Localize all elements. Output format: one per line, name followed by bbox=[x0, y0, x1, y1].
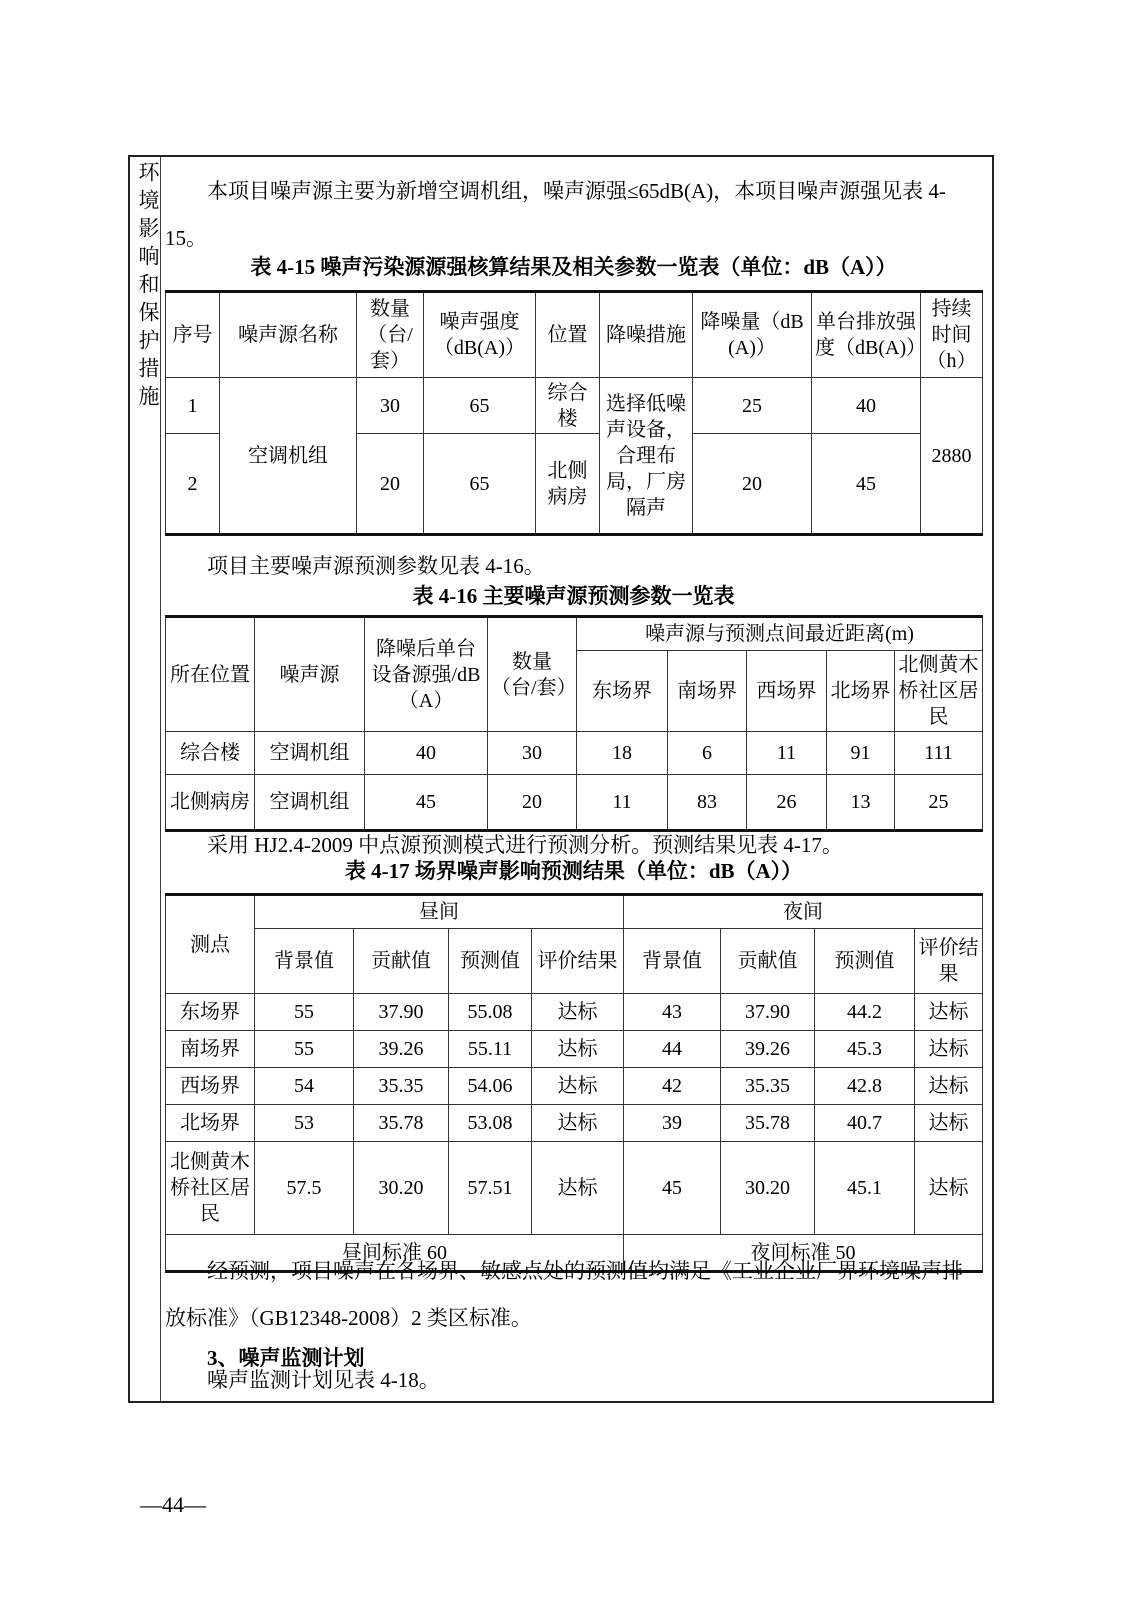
table-row bbox=[166, 732, 983, 775]
table-cell: 40.7 bbox=[815, 1105, 915, 1142]
table-cell: 55.08 bbox=[449, 994, 532, 1031]
table-cell: 达标 bbox=[915, 1142, 983, 1235]
header-cell: 降噪量（dB(A)） bbox=[693, 292, 812, 378]
table-cell: 达标 bbox=[915, 1105, 983, 1142]
page-number: —44— bbox=[140, 1492, 206, 1517]
table-cell: 54 bbox=[255, 1068, 354, 1105]
table-cell: 综合楼 bbox=[166, 732, 255, 775]
header-cell: 所在位置 bbox=[166, 617, 255, 732]
footer-cell-day-standard: 昼间标准 60 bbox=[166, 1235, 624, 1272]
table-cell: 91 bbox=[827, 732, 895, 775]
header-cell: 位置 bbox=[536, 292, 600, 378]
header-cell: 噪声强度（dB(A)） bbox=[424, 292, 536, 378]
table-cell: 达标 bbox=[532, 1031, 624, 1068]
paragraph-prediction-model: 采用 HJ2.4-2009 中点源预测模式进行预测分析。预测结果见表 4-17。 bbox=[207, 833, 843, 857]
table-row bbox=[166, 994, 983, 1031]
paragraph-conclusion: 经预测，项目噪声在各场界、敏感点处的预测值均满足《工业企业厂界环境噪声排放标准》（GB12348-2008）2 类区标准。 bbox=[165, 1259, 963, 1330]
header-cell: 南场界 bbox=[668, 651, 747, 732]
paragraph-noise-source-intro: 本项目噪声源主要为新增空调机组，噪声源强≤65dB(A)，本项目噪声源强见表 4-15。 bbox=[165, 179, 946, 250]
table-cell: 选择低噪声设备，合理布局，厂房隔声 bbox=[600, 378, 693, 535]
table-cell: 42 bbox=[624, 1068, 721, 1105]
table-cell: 11 bbox=[577, 775, 668, 831]
table-cell: 达标 bbox=[915, 1031, 983, 1068]
content-border-box bbox=[128, 155, 994, 1403]
table-cell: 44 bbox=[624, 1031, 721, 1068]
header-cell: 预测值 bbox=[449, 929, 532, 994]
table-cell: 53.08 bbox=[449, 1105, 532, 1142]
header-cell: 持续时间（h） bbox=[921, 292, 983, 378]
table-cell: 45 bbox=[812, 434, 921, 535]
table-cell: 西场界 bbox=[166, 1068, 255, 1105]
header-cell: 数量（台/套） bbox=[357, 292, 424, 378]
table-cell: 北侧黄木桥社区居民 bbox=[166, 1142, 255, 1235]
header-cell: 东场界 bbox=[577, 651, 668, 732]
heading-noise-monitoring-plan: 3、噪声监测计划 bbox=[207, 1346, 365, 1370]
table-4-17-title: 表 4-17 场界噪声影响预测结果（单位：dB（A）） bbox=[344, 859, 803, 883]
table-cell: 65 bbox=[424, 434, 536, 535]
paragraph-see-table-4-16: 项目主要噪声源预测参数见表 4-16。 bbox=[207, 554, 545, 578]
table-cell: 35.35 bbox=[354, 1068, 449, 1105]
table-cell: 30.20 bbox=[354, 1142, 449, 1235]
header-cell: 预测值 bbox=[815, 929, 915, 994]
table-cell: 25 bbox=[693, 378, 812, 434]
header-cell: 噪声源 bbox=[255, 617, 365, 732]
table-cell: 30 bbox=[357, 378, 424, 434]
sidebar-column bbox=[130, 157, 161, 1401]
table-cell: 39.26 bbox=[721, 1031, 815, 1068]
table-4-17 bbox=[165, 893, 983, 1273]
header-cell: 北侧黄木桥社区居民 bbox=[895, 651, 983, 732]
table-row bbox=[166, 1068, 983, 1105]
table-cell: 35.78 bbox=[354, 1105, 449, 1142]
table-4-16 bbox=[165, 615, 983, 832]
header-cell: 西场界 bbox=[747, 651, 827, 732]
header-cell: 评价结果 bbox=[532, 929, 624, 994]
table-cell: 111 bbox=[895, 732, 983, 775]
table-cell: 20 bbox=[693, 434, 812, 535]
table-cell: 65 bbox=[424, 378, 536, 434]
table-cell: 45.3 bbox=[815, 1031, 915, 1068]
table-row bbox=[166, 1142, 983, 1235]
table-cell: 83 bbox=[668, 775, 747, 831]
table-cell: 44.2 bbox=[815, 994, 915, 1031]
table-cell: 1 bbox=[166, 378, 220, 434]
header-cell: 背景值 bbox=[255, 929, 354, 994]
header-cell: 测点 bbox=[166, 895, 255, 994]
header-cell-nighttime: 夜间 bbox=[624, 895, 983, 929]
table-cell: 45 bbox=[365, 775, 488, 831]
table-row bbox=[166, 895, 983, 929]
table-row bbox=[166, 378, 983, 434]
table-cell: 空调机组 bbox=[255, 775, 365, 831]
table-cell: 北侧病房 bbox=[166, 775, 255, 831]
main-content bbox=[161, 157, 992, 1401]
header-cell: 贡献值 bbox=[721, 929, 815, 994]
table-row bbox=[166, 929, 983, 994]
table-cell: 40 bbox=[365, 732, 488, 775]
table-cell: 55.11 bbox=[449, 1031, 532, 1068]
table-cell: 37.90 bbox=[354, 994, 449, 1031]
header-cell: 序号 bbox=[166, 292, 220, 378]
table-cell: 45 bbox=[624, 1142, 721, 1235]
header-cell: 降噪后单台设备源强/dB（A） bbox=[365, 617, 488, 732]
table-cell: 39 bbox=[624, 1105, 721, 1142]
header-cell: 单台排放强度（dB(A)） bbox=[812, 292, 921, 378]
table-cell: 13 bbox=[827, 775, 895, 831]
table-cell: 35.78 bbox=[721, 1105, 815, 1142]
table-cell: 39.26 bbox=[354, 1031, 449, 1068]
table-cell: 43 bbox=[624, 994, 721, 1031]
table-cell: 达标 bbox=[915, 1068, 983, 1105]
table-cell: 37.90 bbox=[721, 994, 815, 1031]
table-row bbox=[166, 292, 983, 378]
table-cell: 南场界 bbox=[166, 1031, 255, 1068]
table-cell: 2880 bbox=[921, 378, 983, 535]
table-cell: 6 bbox=[668, 732, 747, 775]
table-cell: 25 bbox=[895, 775, 983, 831]
header-cell: 北场界 bbox=[827, 651, 895, 732]
table-cell: 55 bbox=[255, 1031, 354, 1068]
table-cell: 20 bbox=[357, 434, 424, 535]
table-cell: 18 bbox=[577, 732, 668, 775]
table-cell: 北侧病房 bbox=[536, 434, 600, 535]
table-cell: 57.5 bbox=[255, 1142, 354, 1235]
header-cell: 评价结果 bbox=[915, 929, 983, 994]
table-cell: 11 bbox=[747, 732, 827, 775]
table-cell: 42.8 bbox=[815, 1068, 915, 1105]
header-cell: 噪声源名称 bbox=[220, 292, 357, 378]
table-cell: 2 bbox=[166, 434, 220, 535]
table-cell: 空调机组 bbox=[255, 732, 365, 775]
table-cell: 综合楼 bbox=[536, 378, 600, 434]
table-cell: 达标 bbox=[532, 994, 624, 1031]
paragraph-see-table-4-18: 噪声监测计划见表 4-18。 bbox=[207, 1368, 440, 1392]
table-row bbox=[166, 617, 983, 651]
header-cell: 背景值 bbox=[624, 929, 721, 994]
table-cell: 53 bbox=[255, 1105, 354, 1142]
table-cell: 达标 bbox=[532, 1068, 624, 1105]
footer-cell-night-standard: 夜间标准 50 bbox=[624, 1235, 983, 1272]
table-row bbox=[166, 1105, 983, 1142]
table-cell: 45.1 bbox=[815, 1142, 915, 1235]
table-cell: 达标 bbox=[532, 1105, 624, 1142]
table-cell: 55 bbox=[255, 994, 354, 1031]
table-cell: 达标 bbox=[915, 994, 983, 1031]
table-4-15-title: 表 4-15 噪声污染源源强核算结果及相关参数一览表（单位：dB（A）） bbox=[250, 255, 897, 279]
table-cell: 57.51 bbox=[449, 1142, 532, 1235]
header-cell-daytime: 昼间 bbox=[255, 895, 624, 929]
table-cell: 空调机组 bbox=[220, 378, 357, 535]
table-cell: 20 bbox=[488, 775, 577, 831]
table-cell: 35.35 bbox=[721, 1068, 815, 1105]
table-cell: 北场界 bbox=[166, 1105, 255, 1142]
table-cell: 40 bbox=[812, 378, 921, 434]
table-cell: 26 bbox=[747, 775, 827, 831]
header-cell: 贡献值 bbox=[354, 929, 449, 994]
table-row bbox=[166, 1031, 983, 1068]
table-4-15 bbox=[165, 290, 983, 536]
table-cell: 30 bbox=[488, 732, 577, 775]
sidebar-vertical-label: 环境影响和保护措施 bbox=[136, 161, 160, 413]
header-cell-distance-group: 噪声源与预测点间最近距离(m) bbox=[577, 617, 983, 651]
table-cell: 东场界 bbox=[166, 994, 255, 1031]
header-cell: 降噪措施 bbox=[600, 292, 693, 378]
table-cell: 54.06 bbox=[449, 1068, 532, 1105]
header-cell: 数量（台/套） bbox=[488, 617, 577, 732]
table-cell: 达标 bbox=[532, 1142, 624, 1235]
table-4-16-title: 表 4-16 主要噪声源预测参数一览表 bbox=[412, 584, 735, 608]
table-cell: 30.20 bbox=[721, 1142, 815, 1235]
